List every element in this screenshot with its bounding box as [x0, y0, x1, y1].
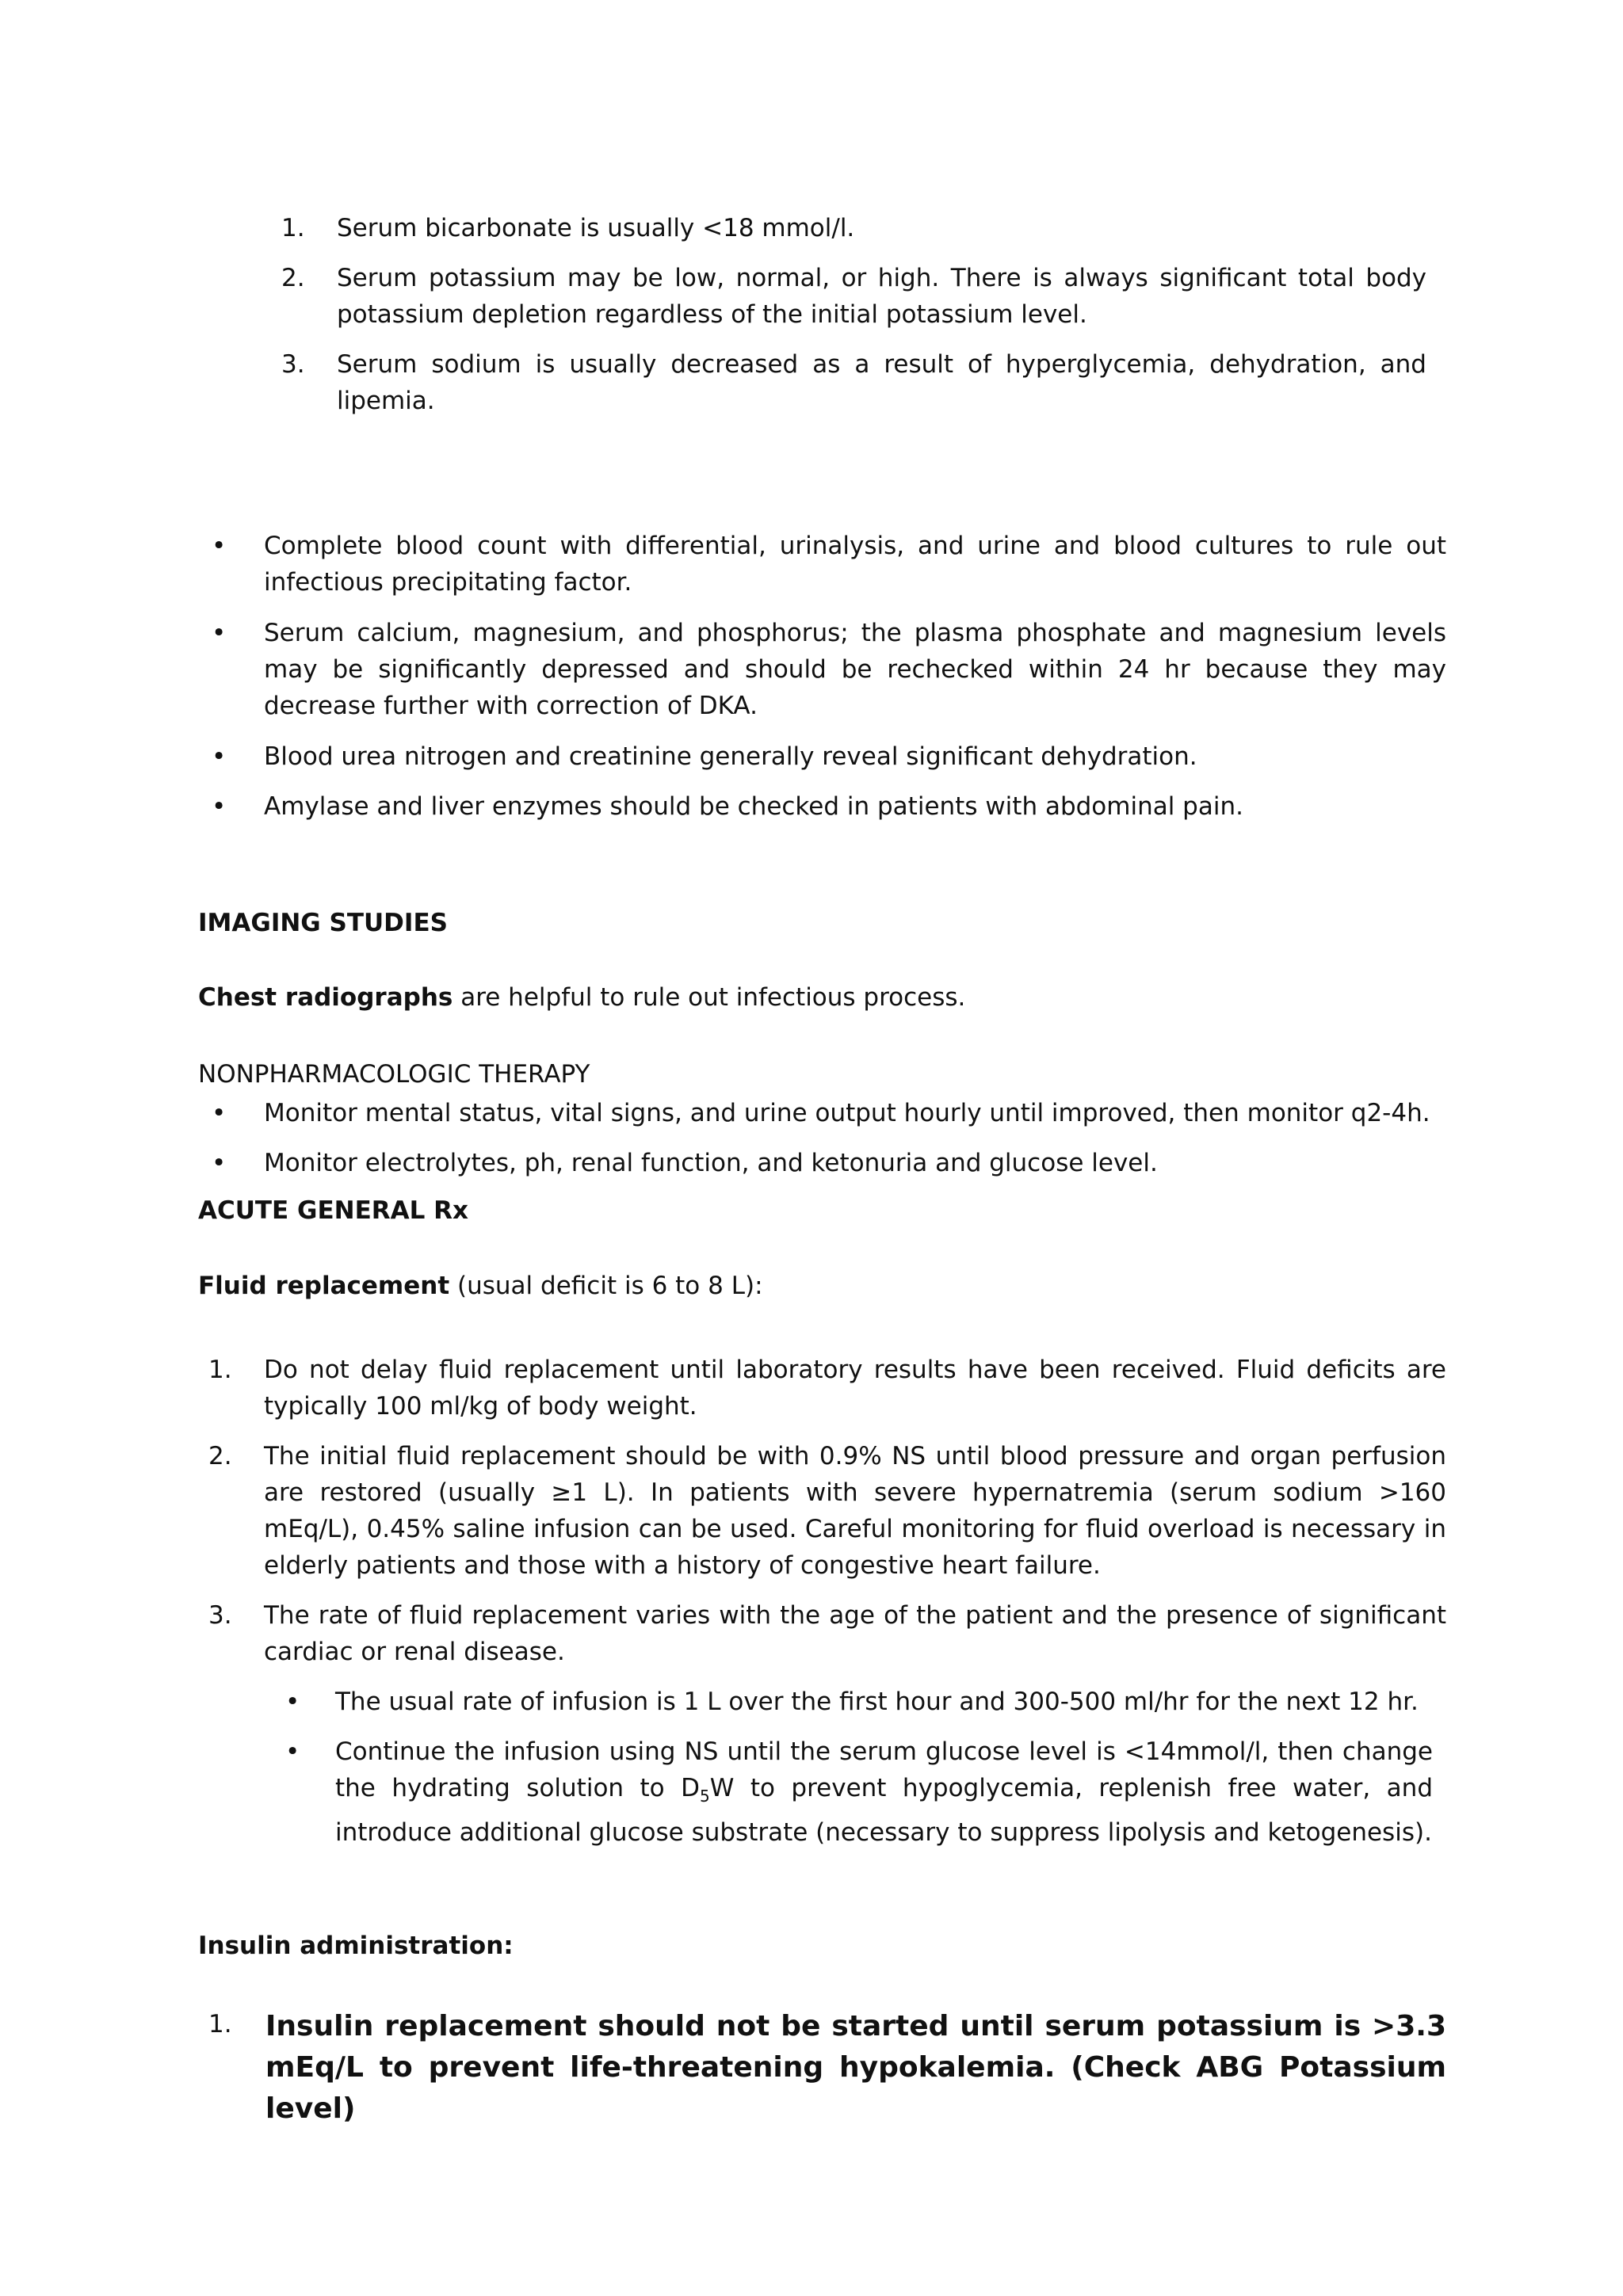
list-marker: 2. — [208, 1442, 232, 1470]
nonpharm-heading: NONPHARMACOLOGIC THERAPY — [198, 1060, 590, 1089]
fluid-replacement-label: Fluid replacement — [198, 1272, 450, 1300]
bullet-marker: • — [212, 619, 227, 647]
list-text: Blood urea nitrogen and creatinine generally reveal significant dehydration. — [264, 742, 1197, 771]
fluid-replacement-paragraph — [198, 1268, 1450, 1304]
list-item — [210, 528, 1446, 601]
list-item — [210, 615, 1446, 724]
bullet-marker: • — [212, 1149, 227, 1177]
list-marker: 1. — [208, 1356, 232, 1384]
insulin-warning-text: Insulin replacement should not be started until serum potassium is >3.3 mEq/L to prevent life-threatening hypokalemia. (Check ABG Potassium level) — [265, 2010, 1446, 2125]
bullet-marker: • — [212, 742, 227, 771]
list-text: The initial fluid replacement should be with 0.9% NS until blood pressure and organ perfusion are restored (usually ≥1 L). In patients with severe hypernatremia (serum sodium >160 mEq/L), 0.45% saline infusion can be used. Careful monitoring for fluid overload is necessary in elderly patients and those with a history of congestive heart failure. — [264, 1442, 1446, 1580]
bullet-marker: • — [212, 792, 227, 821]
subscript-five: 5 — [699, 1787, 710, 1806]
list-item — [281, 260, 1430, 333]
list-item — [210, 1095, 1446, 1131]
acute-heading: ACUTE GENERAL Rx — [198, 1196, 469, 1225]
list-marker: 3. — [281, 350, 305, 379]
bullet-marker: • — [285, 1737, 300, 1766]
list-text: Serum bicarbonate is usually <18 mmol/l. — [337, 214, 855, 242]
list-item — [208, 1438, 1446, 1584]
insulin-list-item — [208, 2006, 1446, 2125]
list-text: Amylase and liver enzymes should be checked in patients with abdominal pain. — [264, 792, 1243, 821]
list-item — [281, 346, 1430, 419]
bullet-marker: • — [285, 1688, 300, 1716]
list-text: Monitor electrolytes, ph, renal function, and ketonuria and glucose level. — [264, 1149, 1158, 1177]
list-text-part: Continue the infusion using NS until the serum glucose level is <14mmol/l, then change the hydrating solution to D — [335, 1737, 1433, 1802]
bullet-marker: • — [212, 1099, 227, 1127]
list-text: Serum potassium may be low, normal, or high. There is always significant total body potassium depletion regardless of the initial potassium level. — [337, 264, 1426, 329]
list-item — [210, 1145, 1446, 1181]
list-marker: 2. — [281, 264, 305, 292]
list-item — [208, 1352, 1446, 1425]
list-text: Do not delay fluid replacement until laboratory results have been received. Fluid deficits are typically 100 ml/kg of body weight. — [264, 1356, 1446, 1421]
list-text-part: W to prevent hypoglycemia, replenish free water, and introduce additional glucose substrate (necessary to suppress lipolysis and ketogenesis). — [335, 1774, 1433, 1848]
insulin-heading: Insulin administration: — [198, 1932, 514, 1960]
list-item — [284, 1733, 1433, 1848]
list-marker: 1. — [208, 2010, 232, 2039]
list-text: Monitor mental status, vital signs, and urine output hourly until improved, then monitor q2-4h. — [264, 1099, 1430, 1127]
list-item — [210, 788, 1446, 825]
list-item — [210, 738, 1446, 775]
list-text: The usual rate of infusion is 1 L over the first hour and 300-500 ml/hr for the next 12 hr. — [335, 1688, 1419, 1716]
list-text: The rate of fluid replacement varies with the age of the patient and the presence of significant cardiac or renal disease. — [264, 1601, 1446, 1666]
list-text — [335, 1733, 1433, 1851]
list-marker: 3. — [208, 1601, 232, 1630]
list-marker: 1. — [281, 214, 305, 242]
list-text: Serum sodium is usually decreased as a result of hyperglycemia, dehydration, and lipemia. — [337, 350, 1426, 415]
list-text: Serum calcium, magnesium, and phosphorus; the plasma phosphate and magnesium levels may be significantly depressed and should be rechecked within 24 hr because they may decrease further with correction of DKA. — [264, 619, 1446, 720]
list-item — [284, 1684, 1433, 1720]
bullet-marker: • — [212, 532, 227, 560]
list-item — [281, 210, 1430, 246]
chest-radiographs-paragraph — [198, 979, 1450, 1016]
chest-radiographs-text: are helpful to rule out infectious process. — [453, 983, 966, 1012]
imaging-heading: IMAGING STUDIES — [198, 909, 448, 937]
list-text: Complete blood count with differential, urinalysis, and urine and blood cultures to rule out infectious precipitating factor. — [264, 532, 1446, 597]
fluid-replacement-text: (usual deficit is 6 to 8 L): — [449, 1272, 763, 1300]
list-item — [208, 1597, 1446, 1670]
chest-radiographs-label: Chest radiographs — [198, 983, 453, 1012]
